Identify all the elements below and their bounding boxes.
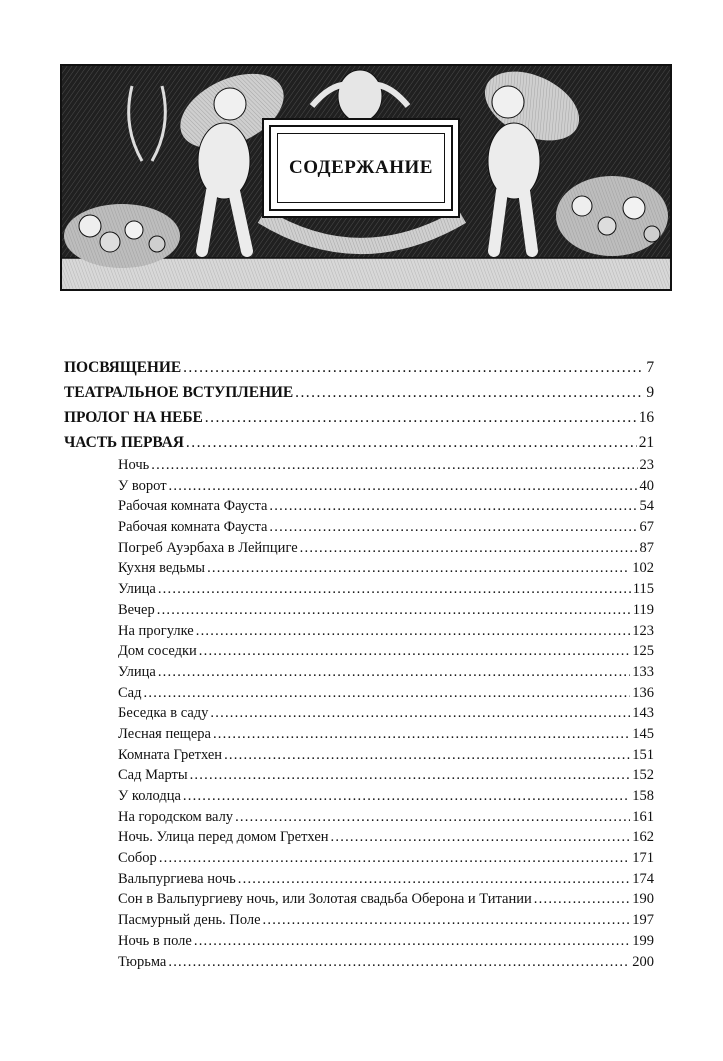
dot-leader (300, 538, 638, 559)
dot-leader (168, 952, 630, 973)
toc-entry[interactable] (64, 869, 654, 890)
toc-entry-title: Лесная пещера (118, 725, 211, 742)
toc-page-number: 102 (632, 560, 654, 577)
toc-entry-title: Ночь. Улица перед домом Гретхен (118, 829, 329, 846)
toc-entry-title: ПРОЛОГ НА НЕБЕ (64, 409, 203, 426)
toc-entry-title: У ворот (118, 477, 167, 494)
toc-entry[interactable] (64, 496, 654, 517)
toc-entry[interactable] (64, 558, 654, 579)
header-engraving (60, 64, 672, 291)
toc-entry-title: На городском валу (118, 808, 234, 825)
toc-entry[interactable] (64, 517, 654, 538)
dot-leader (224, 745, 630, 766)
dot-leader (238, 869, 631, 890)
toc-entry-title: Ночь в поле (118, 932, 192, 949)
toc-entry[interactable] (64, 621, 654, 642)
dot-leader (269, 517, 637, 538)
toc-page-number: 197 (632, 912, 654, 929)
toc-entry[interactable] (64, 931, 654, 952)
toc-page-number: 158 (632, 788, 654, 804)
toc-page-number: 115 (632, 581, 654, 598)
toc-page-number: 54 (639, 498, 654, 515)
toc-entry[interactable] (64, 703, 654, 724)
toc-page-number: 133 (632, 663, 654, 680)
toc-entry-title: Рабочая комната Фауста (118, 519, 268, 536)
toc-entry-title: ЧАСТЬ ПЕРВАЯ (64, 434, 184, 451)
toc-entry-title: Рабочая комната Фауста (118, 498, 268, 515)
dot-leader (183, 355, 644, 380)
toc-page-number: 67 (639, 519, 654, 536)
toc-page-number: 7 (646, 359, 654, 376)
toc-entry-title: Сад (118, 684, 142, 701)
toc-entry[interactable] (64, 952, 654, 973)
toc-entry[interactable] (64, 600, 654, 621)
toc-page-number: 152 (632, 767, 654, 784)
toc-entry[interactable] (64, 745, 654, 766)
dot-leader (190, 765, 631, 786)
toc-entry-title: Комната Гретхен (118, 746, 223, 763)
toc-entry[interactable] (64, 455, 654, 476)
toc-entry-title: Собор (118, 850, 157, 867)
toc-page-number: 123 (632, 622, 654, 639)
dot-leader (213, 724, 630, 745)
toc-page-number: 200 (632, 953, 654, 970)
dot-leader (199, 641, 630, 662)
page-title: СОДЕРЖАНИЕ (289, 157, 433, 178)
table-of-contents (64, 355, 654, 972)
toc-entry-title: Беседка в саду (118, 705, 209, 722)
toc-entry[interactable] (64, 683, 654, 704)
dot-leader (534, 889, 630, 910)
toc-page-number: 151 (632, 746, 654, 763)
toc-section[interactable] (64, 380, 654, 405)
dot-leader (210, 703, 630, 724)
dot-leader (295, 380, 644, 405)
toc-entry-title: На прогулке (118, 622, 194, 639)
toc-page-number: 136 (632, 684, 654, 701)
toc-section[interactable] (64, 405, 654, 430)
toc-entry[interactable] (64, 724, 654, 745)
toc-entry-title: ТЕАТРАЛЬНОЕ ВСТУПЛЕНИЕ (64, 384, 294, 401)
toc-entry-title: Погреб Ауэрбаха в Лейпциге (118, 539, 298, 556)
toc-page-number: 40 (639, 477, 654, 494)
toc-entry[interactable] (64, 786, 654, 807)
toc-entry[interactable] (64, 910, 654, 931)
dot-leader (157, 600, 631, 621)
toc-entry-title: Ночь (118, 457, 150, 473)
toc-page-number: 23 (639, 457, 654, 473)
toc-page-number: 162 (632, 829, 654, 846)
dot-leader (183, 786, 630, 807)
dot-leader (169, 476, 638, 497)
toc-entry-title: Улица (118, 663, 156, 680)
toc-entry[interactable] (64, 662, 654, 683)
toc-entry-title: Тюрьма (118, 953, 167, 970)
toc-page-number: 161 (632, 808, 654, 825)
toc-section[interactable] (64, 355, 654, 380)
toc-page-number: 171 (632, 850, 654, 867)
toc-page-number: 125 (632, 643, 654, 660)
toc-entry[interactable] (64, 579, 654, 600)
dot-leader (186, 430, 637, 455)
toc-entry-title: Кухня ведьмы (118, 560, 206, 577)
toc-page-number: 199 (632, 932, 654, 949)
toc-page-number: 174 (632, 870, 654, 887)
dot-leader (158, 662, 630, 683)
dot-leader (194, 931, 630, 952)
toc-entry-title: У колодца (118, 788, 181, 804)
dot-leader (158, 579, 631, 600)
toc-page-number: 143 (632, 705, 654, 722)
toc-page-number: 190 (632, 891, 654, 908)
toc-entry-title: Пасмурный день. Поле (118, 912, 261, 929)
toc-entry-title: Сон в Вальпургиеву ночь, или Золотая свадьба Оберона и Титании (118, 891, 532, 908)
dot-leader (269, 496, 637, 517)
toc-entry-title: Вальпургиева ночь (118, 870, 236, 887)
toc-entry-title: Вечер (118, 601, 155, 618)
toc-page-number: 16 (638, 409, 654, 426)
dot-leader (331, 827, 631, 848)
toc-page-number: 145 (632, 725, 654, 742)
toc-page-number: 119 (632, 601, 654, 618)
dot-leader (263, 910, 631, 931)
dot-leader (196, 621, 631, 642)
toc-page-number: 21 (638, 434, 654, 451)
toc-page-number: 9 (646, 384, 654, 401)
toc-entry-title: Дом соседки (118, 643, 197, 660)
toc-entry-title: Улица (118, 581, 156, 598)
toc-entry[interactable] (64, 538, 654, 559)
title-plate (269, 125, 453, 211)
toc-entry[interactable] (64, 889, 654, 910)
toc-entry[interactable] (64, 827, 654, 848)
dot-leader (159, 848, 630, 869)
toc-section[interactable] (64, 430, 654, 455)
dot-leader (144, 683, 631, 704)
toc-entry[interactable] (64, 641, 654, 662)
toc-entry-title: Сад Марты (118, 767, 188, 784)
toc-entry[interactable] (64, 807, 654, 828)
dot-leader (207, 558, 630, 579)
dot-leader (151, 455, 637, 476)
dot-leader (235, 807, 630, 828)
toc-entry[interactable] (64, 765, 654, 786)
toc-entry-title: ПОСВЯЩЕНИЕ (64, 359, 182, 376)
toc-entry[interactable] (64, 476, 654, 497)
dot-leader (205, 405, 637, 430)
toc-entry[interactable] (64, 848, 654, 869)
toc-page-number: 87 (639, 539, 654, 556)
